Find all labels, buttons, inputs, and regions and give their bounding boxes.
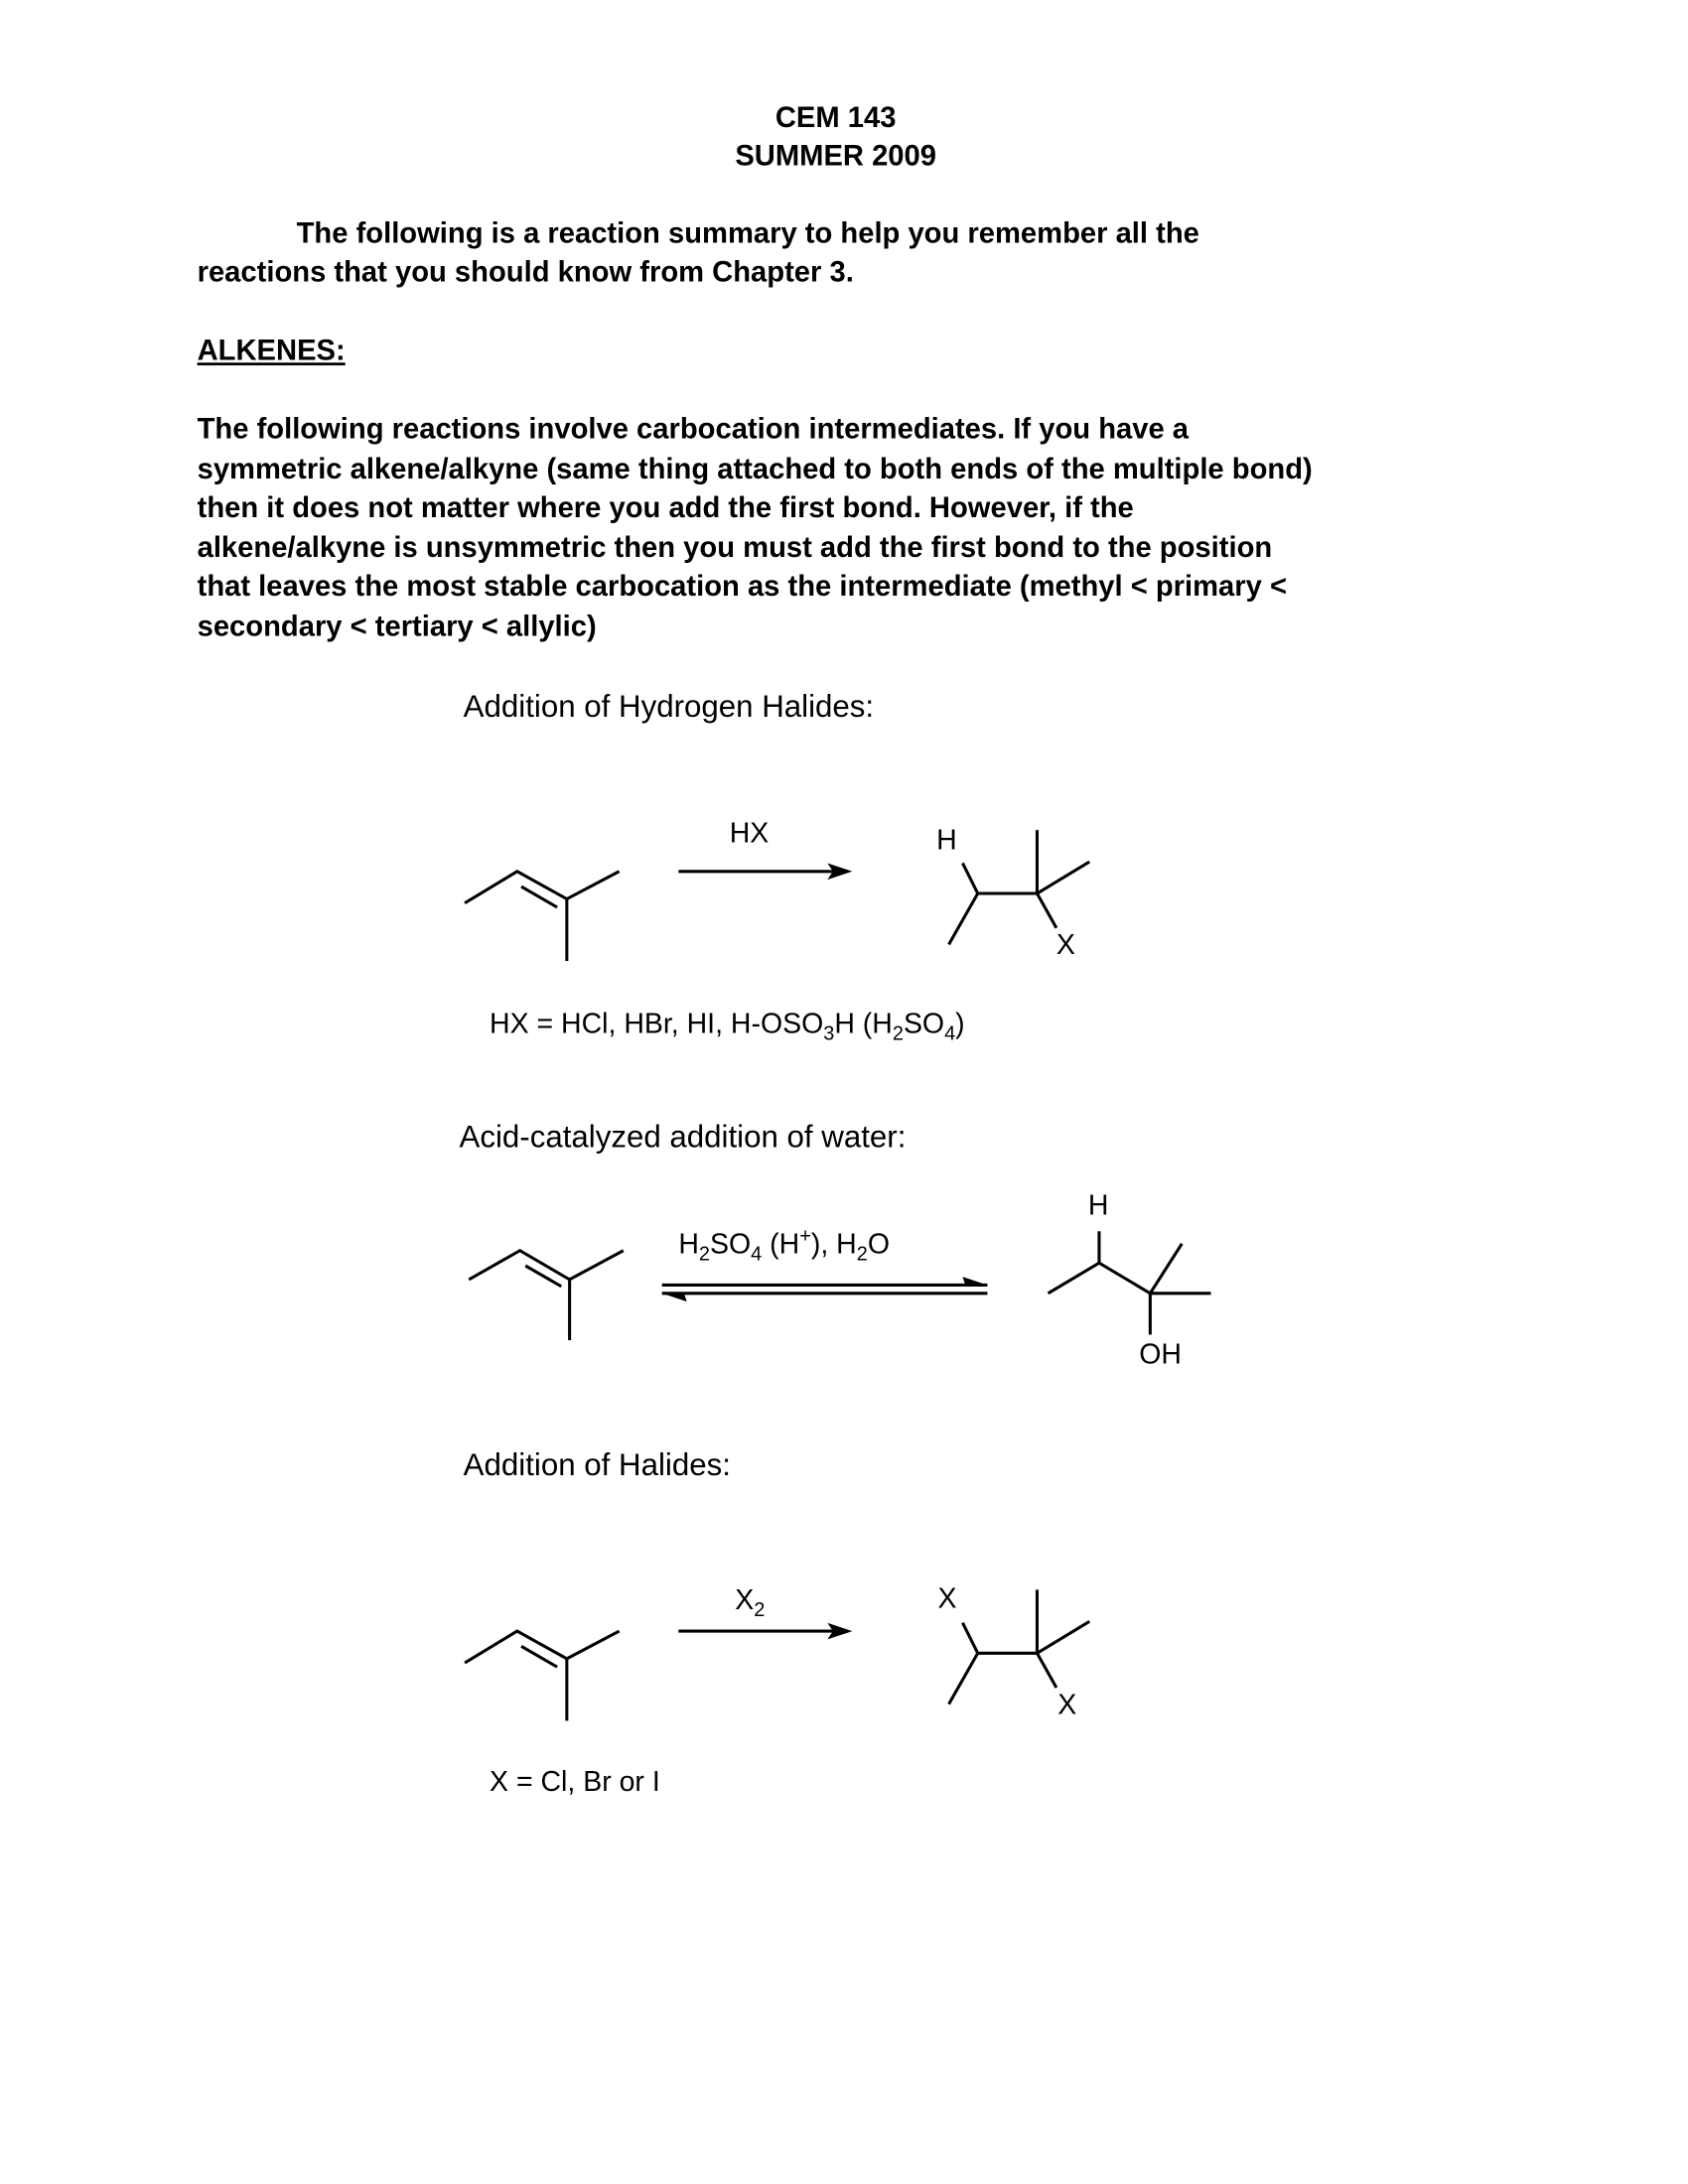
atom-label: X [937,1582,957,1615]
paragraph-line: The following reactions involve carbocation intermediates. If you have a [197,413,1190,446]
atom-label: X [1055,929,1075,962]
reagent-note: HX = HCl, HBr, HI, $H-OSO_3H$ $(H_2SO_4)$ [490,1008,965,1045]
intro-line: The following is a reaction summary to help you remember all the [296,217,1199,250]
product-structure [949,1589,1090,1704]
paragraph-line: then it does not matter where you add the first bond. However, if the [197,491,1134,524]
atom-label: H [1087,1189,1109,1222]
reagent-note: X = Cl, Br or I [490,1766,660,1799]
reaction-arrow [678,863,852,880]
course-title: CEM 143 [774,101,897,134]
reaction-arrow [678,1623,852,1640]
alkene-structure [469,1251,624,1340]
section-heading: ALKENES: [197,335,346,367]
alkene-structure [465,872,620,961]
atom-label: X [1057,1689,1077,1721]
equilibrium-arrows [662,1277,988,1301]
alkene-structure [465,1631,620,1720]
reaction-title: Acid-catalyzed addition of water: [459,1119,907,1155]
paragraph-line: symmetric alkene/alkyne (same thing attached to both ends of the multiple bond) [197,453,1313,485]
reagent-label: $X_2$ [735,1583,766,1622]
paragraph-line: secondary < tertiary < allylic) [197,611,597,643]
paragraph-line: alkene/alkyne is unsymmetric then you must add the first bond to the position [197,532,1273,565]
product-structure [1049,1231,1211,1334]
reagent-label: $H_2SO_4$ (H+), $H_2O$ [678,1225,890,1267]
reagent-label: HX [729,817,770,850]
reaction-title: Addition of Hydrogen Halides: [463,689,875,725]
paragraph-line: that leaves the most stable carbocation as the intermediate (methyl < primary < [197,571,1287,603]
reaction-title: Addition of Halides: [463,1447,731,1483]
term-title: SUMMER 2009 [735,140,936,173]
atom-label: OH [1139,1338,1182,1371]
intro-line: reactions that you should know from Chapter 3. [197,256,854,289]
product-structure [949,830,1090,944]
atom-label: H [936,824,957,857]
